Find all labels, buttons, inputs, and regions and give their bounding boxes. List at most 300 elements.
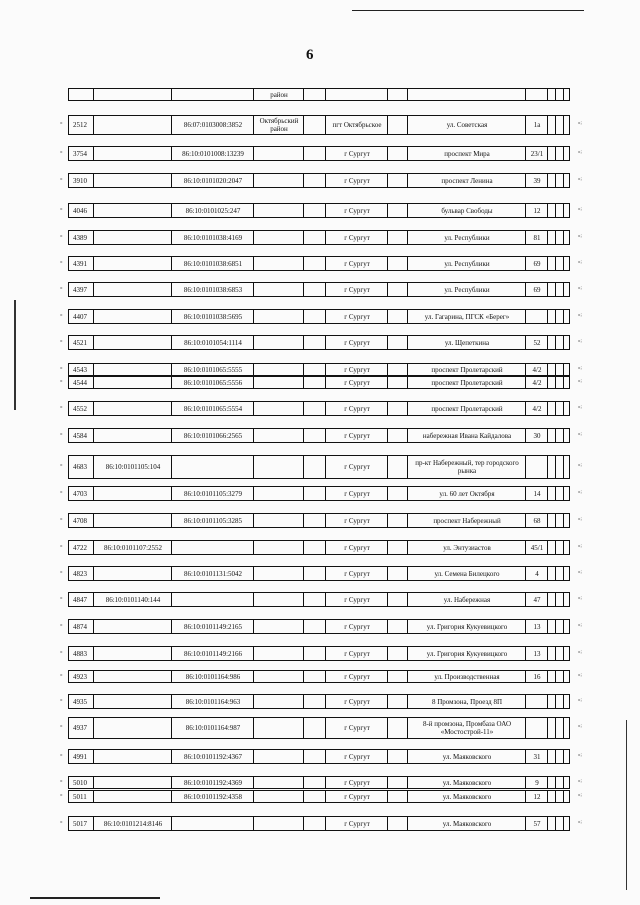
cell-cad1 bbox=[93, 514, 172, 527]
cell-street: 8 Промзона, Проезд 8П bbox=[407, 695, 526, 708]
row-quote-mark-left: « bbox=[60, 285, 63, 291]
table-row bbox=[68, 88, 570, 101]
cell-cad1 bbox=[93, 364, 172, 375]
cell-house: 81 bbox=[525, 231, 548, 244]
row-quote-mark-right: »; bbox=[578, 285, 582, 291]
table-row bbox=[68, 282, 570, 297]
cell-city: г Сургут bbox=[325, 541, 388, 554]
cell-cad1: 86:10:0101214:8146 bbox=[93, 817, 172, 830]
cell-num: 4722 bbox=[73, 543, 87, 552]
cell-street: набережная Ивана Кайдалова bbox=[407, 429, 526, 442]
cell-region bbox=[253, 541, 304, 554]
cell-empty bbox=[563, 620, 572, 633]
cell-num: 4584 bbox=[73, 431, 87, 440]
cell-empty bbox=[303, 487, 326, 500]
cell-street bbox=[407, 89, 526, 100]
cell-cad2 bbox=[171, 593, 254, 606]
cell-empty bbox=[387, 204, 408, 217]
cell-street: ул. Производственная bbox=[407, 671, 526, 682]
row-quote-mark-left: « bbox=[60, 206, 63, 212]
row-quote-mark-left: « bbox=[60, 312, 63, 318]
cell-cad1 bbox=[93, 336, 172, 349]
row-quote-mark-left: « bbox=[60, 792, 63, 798]
cell-region bbox=[253, 204, 304, 217]
cell-cad2: 86:10:0101131:5042 bbox=[171, 567, 254, 580]
cell-empty bbox=[563, 364, 572, 375]
cell-cad2: 86:10:0101192:4358 bbox=[171, 791, 254, 802]
cell-house: 39 bbox=[525, 174, 548, 187]
cell-cad2: 86:10:0101065:5554 bbox=[171, 402, 254, 415]
row-quote-mark-left: « bbox=[60, 431, 63, 437]
cell-house: 13 bbox=[525, 647, 548, 660]
row-quote-mark-left: « bbox=[60, 338, 63, 344]
row-quote-mark-left: « bbox=[60, 176, 63, 182]
row-quote-mark-right: »; bbox=[578, 516, 582, 522]
cell-house: 1а bbox=[525, 116, 548, 134]
cell-city: г Сургут bbox=[325, 364, 388, 375]
cell-empty bbox=[303, 147, 326, 160]
cell-region bbox=[253, 817, 304, 830]
table-row bbox=[68, 428, 570, 443]
cell-empty bbox=[563, 174, 572, 187]
cell-region bbox=[253, 777, 304, 788]
cell-empty bbox=[563, 487, 572, 500]
row-quote-mark-left: « bbox=[60, 649, 63, 655]
cell-cad2: 86:10:0101020:2047 bbox=[171, 174, 254, 187]
cell-city: г Сургут bbox=[325, 647, 388, 660]
cell-empty bbox=[303, 777, 326, 788]
cell-empty bbox=[303, 336, 326, 349]
cell-street: ул. Республики bbox=[407, 283, 526, 296]
cell-house: 12 bbox=[525, 204, 548, 217]
cell-cad2: 86:10:0101065:5555 bbox=[171, 364, 254, 375]
table-row bbox=[68, 540, 570, 555]
cell-city: г Сургут bbox=[325, 336, 388, 349]
cell-empty bbox=[563, 336, 572, 349]
cell-region bbox=[253, 647, 304, 660]
cell-cad1 bbox=[93, 116, 172, 134]
cell-house: 69 bbox=[525, 257, 548, 270]
cell-empty bbox=[303, 567, 326, 580]
row-quote-mark-left: « bbox=[60, 233, 63, 239]
row-quote-mark-right: »; bbox=[578, 569, 582, 575]
cell-cad1 bbox=[93, 231, 172, 244]
row-quote-mark-left: « bbox=[60, 365, 63, 371]
cell-num: 4391 bbox=[73, 259, 87, 268]
cell-num: 4683 bbox=[73, 463, 87, 471]
cell-house: 4 bbox=[525, 567, 548, 580]
cell-cad2: 86:10:0101038:6851 bbox=[171, 257, 254, 270]
cell-region: район bbox=[253, 89, 304, 100]
cell-empty bbox=[387, 231, 408, 244]
cell-num: 4703 bbox=[73, 489, 87, 498]
cell-empty bbox=[387, 567, 408, 580]
cell-cad1 bbox=[93, 147, 172, 160]
cell-city: г Сургут bbox=[325, 567, 388, 580]
row-quote-mark-right: »; bbox=[578, 543, 582, 549]
cell-cad2: 86:10:0101192:4369 bbox=[171, 777, 254, 788]
cell-empty bbox=[563, 89, 572, 100]
cell-city: г Сургут bbox=[325, 817, 388, 830]
cell-street: бульвар Свободы bbox=[407, 204, 526, 217]
cell-cad1 bbox=[93, 567, 172, 580]
cell-empty bbox=[563, 231, 572, 244]
cell-cad2: 86:10:0101025:247 bbox=[171, 204, 254, 217]
cell-region bbox=[253, 620, 304, 633]
cell-city: г Сургут bbox=[325, 377, 388, 388]
cell-house: 68 bbox=[525, 514, 548, 527]
cell-house bbox=[525, 89, 548, 100]
cell-city: г Сургут bbox=[325, 791, 388, 802]
row-quote-mark-left: « bbox=[60, 463, 63, 468]
cell-house: 16 bbox=[525, 671, 548, 682]
table-row bbox=[68, 749, 570, 764]
cell-cad1 bbox=[93, 777, 172, 788]
table-row bbox=[68, 230, 570, 245]
table-row bbox=[68, 717, 570, 739]
table-row bbox=[68, 513, 570, 528]
cell-house: 4/2 bbox=[525, 402, 548, 415]
cell-cad1: 86:10:0101105:104 bbox=[93, 456, 172, 478]
row-quote-mark-left: « bbox=[60, 149, 63, 155]
cell-empty bbox=[563, 567, 572, 580]
cell-street: ул. Семена Билецкого bbox=[407, 567, 526, 580]
cell-city: г Сургут bbox=[325, 429, 388, 442]
cell-num bbox=[69, 89, 93, 100]
row-quote-mark-right: »; bbox=[578, 312, 582, 318]
cell-cad1 bbox=[93, 791, 172, 802]
cell-city: г Сургут bbox=[325, 777, 388, 788]
cell-num: 4708 bbox=[73, 516, 87, 525]
cell-house: 45/1 bbox=[525, 541, 548, 554]
cell-cad2: 86:10:0101038:6853 bbox=[171, 283, 254, 296]
row-quote-mark-left: « bbox=[60, 752, 63, 758]
cell-city: г Сургут bbox=[325, 204, 388, 217]
table-row bbox=[68, 335, 570, 350]
cell-empty bbox=[303, 174, 326, 187]
cell-empty bbox=[303, 514, 326, 527]
cell-region bbox=[253, 377, 304, 388]
cell-empty bbox=[303, 791, 326, 802]
cell-empty bbox=[563, 791, 572, 802]
cell-empty bbox=[387, 817, 408, 830]
cell-cad2: 86:10:0101192:4367 bbox=[171, 750, 254, 763]
table-row bbox=[68, 115, 570, 135]
cell-cad1 bbox=[93, 310, 172, 323]
cell-city: пгт Октябрьское bbox=[325, 116, 388, 134]
cell-empty bbox=[387, 541, 408, 554]
cell-empty bbox=[387, 791, 408, 802]
cell-empty bbox=[303, 116, 326, 134]
row-quote-mark-right: »; bbox=[578, 121, 582, 126]
cell-city: г Сургут bbox=[325, 283, 388, 296]
row-quote-mark-right: »; bbox=[578, 792, 582, 798]
row-quote-mark-right: »; bbox=[578, 338, 582, 344]
cell-empty bbox=[303, 817, 326, 830]
cell-cad2: 86:07:0103008:3852 bbox=[171, 116, 254, 134]
cell-house bbox=[525, 718, 548, 738]
cell-cad1: 86:10:0101140:144 bbox=[93, 593, 172, 606]
cell-region bbox=[253, 567, 304, 580]
cell-house: 12 bbox=[525, 791, 548, 802]
margin-mark-right bbox=[626, 720, 627, 890]
cell-region bbox=[253, 402, 304, 415]
row-quote-mark-right: »; bbox=[578, 724, 582, 729]
cell-house: 23/1 bbox=[525, 147, 548, 160]
cell-empty bbox=[303, 204, 326, 217]
cell-cad2: 86:10:0101038:4169 bbox=[171, 231, 254, 244]
cell-empty bbox=[387, 147, 408, 160]
top-rule bbox=[352, 10, 584, 11]
row-quote-mark-right: »; bbox=[578, 431, 582, 437]
cell-num: 3754 bbox=[73, 149, 87, 158]
row-quote-mark-left: « bbox=[60, 121, 63, 126]
cell-empty bbox=[563, 593, 572, 606]
table-row bbox=[68, 486, 570, 501]
cell-empty bbox=[563, 541, 572, 554]
row-quote-mark-right: »; bbox=[578, 595, 582, 601]
row-quote-mark-right: »; bbox=[578, 463, 582, 468]
table-row bbox=[68, 694, 570, 709]
cell-region bbox=[253, 750, 304, 763]
cell-region bbox=[253, 174, 304, 187]
table-row bbox=[68, 173, 570, 188]
cell-empty bbox=[563, 456, 572, 478]
table-row bbox=[68, 646, 570, 661]
cell-house: 4/2 bbox=[525, 364, 548, 375]
cell-cad1 bbox=[93, 695, 172, 708]
table-row bbox=[68, 790, 570, 803]
table-row bbox=[68, 619, 570, 634]
cell-city: г Сургут bbox=[325, 671, 388, 682]
cell-num: 4544 bbox=[73, 378, 87, 387]
cell-cad1 bbox=[93, 174, 172, 187]
cell-region bbox=[253, 514, 304, 527]
cell-street: ул. Республики bbox=[407, 257, 526, 270]
row-quote-mark-right: »; bbox=[578, 649, 582, 655]
cell-cad2: 86:10:0101149:2166 bbox=[171, 647, 254, 660]
table-row bbox=[68, 363, 570, 376]
cell-cad2: 86:10:0101065:5556 bbox=[171, 377, 254, 388]
table-row bbox=[68, 592, 570, 607]
cell-empty bbox=[387, 283, 408, 296]
cell-cad1 bbox=[93, 402, 172, 415]
cell-cad1 bbox=[93, 671, 172, 682]
cell-cad1 bbox=[93, 718, 172, 738]
cell-cad2: 86:10:0101008:13239 bbox=[171, 147, 254, 160]
cell-num: 4552 bbox=[73, 404, 87, 413]
cell-empty bbox=[303, 718, 326, 738]
cell-empty bbox=[563, 402, 572, 415]
row-quote-mark-right: »; bbox=[578, 697, 582, 703]
row-quote-mark-right: »; bbox=[578, 752, 582, 758]
row-quote-mark-left: « bbox=[60, 778, 63, 784]
cell-empty bbox=[387, 336, 408, 349]
cell-street: проспект Пролетарский bbox=[407, 402, 526, 415]
cell-cad1 bbox=[93, 204, 172, 217]
cell-empty bbox=[387, 402, 408, 415]
cell-empty bbox=[563, 429, 572, 442]
cell-house: 13 bbox=[525, 620, 548, 633]
cell-empty bbox=[563, 718, 572, 738]
cell-empty bbox=[387, 174, 408, 187]
row-quote-mark-right: »; bbox=[578, 778, 582, 784]
row-quote-mark-left: « bbox=[60, 622, 63, 628]
cell-city: г Сургут bbox=[325, 310, 388, 323]
cell-empty bbox=[563, 695, 572, 708]
cell-empty bbox=[303, 647, 326, 660]
cell-street: 8-й промзона, Промбаза ОАО «Мостострой-11» bbox=[407, 718, 526, 738]
cell-region: Октябрьский район bbox=[253, 116, 304, 134]
cell-num: 4883 bbox=[73, 649, 87, 658]
row-quote-mark-left: « bbox=[60, 543, 63, 549]
cell-street: ул. Щепеткина bbox=[407, 336, 526, 349]
table-row bbox=[68, 146, 570, 161]
cell-num: 2512 bbox=[73, 121, 87, 129]
cell-city: г Сургут bbox=[325, 456, 388, 478]
cell-house: 69 bbox=[525, 283, 548, 296]
cell-street: ул. Маяковского bbox=[407, 791, 526, 802]
cell-empty bbox=[563, 204, 572, 217]
cell-city: г Сургут bbox=[325, 593, 388, 606]
cell-house: 14 bbox=[525, 487, 548, 500]
margin-mark-left bbox=[14, 300, 16, 410]
cell-house bbox=[525, 695, 548, 708]
cell-cad2: 86:10:0101164:987 bbox=[171, 718, 254, 738]
cell-empty bbox=[563, 147, 572, 160]
cell-empty bbox=[387, 718, 408, 738]
cell-region bbox=[253, 336, 304, 349]
cell-empty bbox=[387, 777, 408, 788]
cell-house: 9 bbox=[525, 777, 548, 788]
cell-empty bbox=[303, 750, 326, 763]
cell-street: проспект Пролетарский bbox=[407, 364, 526, 375]
cell-empty bbox=[387, 695, 408, 708]
cell-cad2: 86:10:0101105:3285 bbox=[171, 514, 254, 527]
cell-num: 5011 bbox=[73, 792, 87, 801]
cell-empty bbox=[387, 647, 408, 660]
cell-cad2: 86:10:0101149:2165 bbox=[171, 620, 254, 633]
cell-empty bbox=[303, 671, 326, 682]
cell-house: 4/2 bbox=[525, 377, 548, 388]
row-quote-mark-right: »; bbox=[578, 489, 582, 495]
cell-street: ул. Маяковского bbox=[407, 817, 526, 830]
cell-cad1: 86:10:0101107:2552 bbox=[93, 541, 172, 554]
cell-cad1 bbox=[93, 429, 172, 442]
cell-empty bbox=[303, 364, 326, 375]
cell-city: г Сургут bbox=[325, 718, 388, 738]
cell-house: 47 bbox=[525, 593, 548, 606]
cell-empty bbox=[387, 514, 408, 527]
cell-empty bbox=[563, 283, 572, 296]
cell-cad1 bbox=[93, 377, 172, 388]
row-quote-mark-left: « bbox=[60, 697, 63, 703]
cell-empty bbox=[563, 777, 572, 788]
cell-num: 4937 bbox=[73, 724, 87, 732]
cell-num: 4874 bbox=[73, 622, 87, 631]
cell-house bbox=[525, 456, 548, 478]
row-quote-mark-right: »; bbox=[578, 206, 582, 212]
table-row bbox=[68, 455, 570, 479]
cell-city: г Сургут bbox=[325, 620, 388, 633]
cell-cad1 bbox=[93, 257, 172, 270]
cell-city: г Сургут bbox=[325, 402, 388, 415]
cell-empty bbox=[563, 671, 572, 682]
row-quote-mark-right: »; bbox=[578, 378, 582, 384]
row-quote-mark-right: »; bbox=[578, 259, 582, 265]
table-row bbox=[68, 776, 570, 789]
cell-city: г Сургут bbox=[325, 514, 388, 527]
cell-empty bbox=[303, 620, 326, 633]
cell-empty bbox=[303, 541, 326, 554]
row-quote-mark-left: « bbox=[60, 404, 63, 410]
cell-empty bbox=[387, 429, 408, 442]
row-quote-mark-left: « bbox=[60, 595, 63, 601]
table-row bbox=[68, 816, 570, 831]
cell-num: 4543 bbox=[73, 365, 87, 374]
cell-region bbox=[253, 147, 304, 160]
cell-region bbox=[253, 791, 304, 802]
cell-cad1 bbox=[93, 647, 172, 660]
cell-street: ул. Григория Кукуевицкого bbox=[407, 620, 526, 633]
cell-cad1 bbox=[93, 487, 172, 500]
cell-street: проспект Мира bbox=[407, 147, 526, 160]
cell-cad2: 86:10:0101066:2565 bbox=[171, 429, 254, 442]
cell-cad2: 86:10:0101054:1114 bbox=[171, 336, 254, 349]
row-quote-mark-right: »; bbox=[578, 622, 582, 628]
cell-empty bbox=[387, 116, 408, 134]
row-quote-mark-right: »; bbox=[578, 672, 582, 678]
cell-cad1 bbox=[93, 750, 172, 763]
cell-street: ул. Республики bbox=[407, 231, 526, 244]
cell-num: 4923 bbox=[73, 672, 87, 681]
cell-empty bbox=[563, 514, 572, 527]
row-quote-mark-right: »; bbox=[578, 365, 582, 371]
cell-street: проспект Набережный bbox=[407, 514, 526, 527]
cell-city: г Сургут bbox=[325, 695, 388, 708]
cell-cad2: 86:10:0101164:986 bbox=[171, 671, 254, 682]
cell-street: ул. Маяковского bbox=[407, 750, 526, 763]
cell-empty bbox=[303, 695, 326, 708]
cell-empty bbox=[563, 750, 572, 763]
cell-cad1 bbox=[93, 89, 172, 100]
table-row bbox=[68, 566, 570, 581]
cell-region bbox=[253, 671, 304, 682]
page-number: 6 bbox=[306, 47, 314, 63]
cell-cad2 bbox=[171, 89, 254, 100]
cell-empty bbox=[563, 647, 572, 660]
cell-region bbox=[253, 429, 304, 442]
cell-house: 31 bbox=[525, 750, 548, 763]
cell-empty bbox=[387, 364, 408, 375]
row-quote-mark-right: »; bbox=[578, 176, 582, 182]
cell-num: 5010 bbox=[73, 778, 87, 787]
cell-num: 4407 bbox=[73, 312, 87, 321]
cell-region bbox=[253, 487, 304, 500]
cell-empty bbox=[387, 89, 408, 100]
row-quote-mark-left: « bbox=[60, 724, 63, 729]
row-quote-mark-left: « bbox=[60, 489, 63, 495]
cell-num: 5017 bbox=[73, 819, 87, 828]
cell-empty bbox=[387, 377, 408, 388]
cell-street: ул. Советская bbox=[407, 116, 526, 134]
cell-empty bbox=[303, 310, 326, 323]
cell-num: 4823 bbox=[73, 569, 87, 578]
cell-region bbox=[253, 456, 304, 478]
cell-street: ул. 60 лет Октября bbox=[407, 487, 526, 500]
cell-city: г Сургут bbox=[325, 750, 388, 763]
row-quote-mark-right: »; bbox=[578, 233, 582, 239]
